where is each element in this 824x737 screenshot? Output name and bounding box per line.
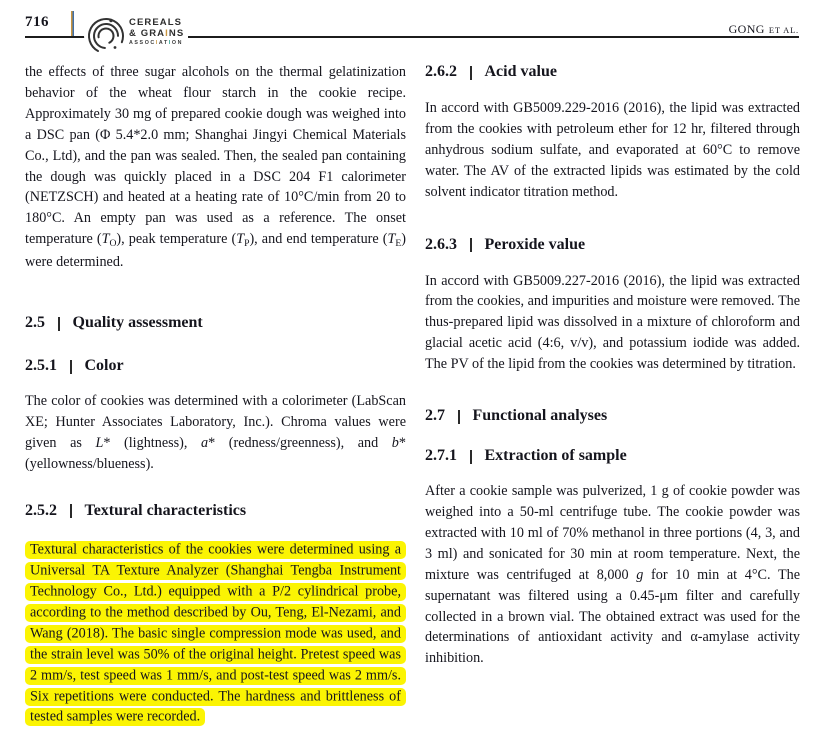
section-heading-2-5-2 xyxy=(25,501,406,521)
section-number: 2.6.2 xyxy=(425,63,457,80)
section-title: Extraction of sample xyxy=(484,447,627,465)
section-number: 2.5.2 xyxy=(25,501,57,519)
section-title: Quality assessment xyxy=(72,314,203,332)
heading-divider xyxy=(470,238,472,252)
right-column xyxy=(425,62,800,728)
section-number: 2.5 xyxy=(25,314,45,332)
running-head-etal: ET AL. xyxy=(768,25,799,35)
paragraph-extraction: After a cookie sample was pulverized, 1 g of cookie powder was weighed into a 50-ml centrifuge tube. The cookie powder was extracted with 10 ml of 70% methanol in three portions (4, 3, and 3 ml) and sonicated for 30 min at room temperature. Next, the mixture was centrifuged at 8,000 g for 10 min at 4°C. The supernatant was filtered using a 0.45-μm filter and carefully collected in a brown vial. The obtained extract was used for the determinations of antioxidant activity and α-amylase activity inhibition. xyxy=(425,483,801,667)
section-title: Color xyxy=(84,357,124,375)
paragraph-dsc-method: the effects of three sugar alcohols on the thermal gelatinization behavior of the wheat flour starch in the cookie recipe. Approximately 30 mg of prepared cookie dough was weighed into a DSC pan (Φ 5.4*2.0 mm; Shanghai Jingyi Chemical Materials Co., Ltd), and the pan was sealed. Then, the sealed pan containing the dough was quickly placed in a DSC 204 F1 calorimeter (NETZSCH) and heated at a heating rate of 10°C/min from 20 to 180°C. An empty pan was used as a reference. The onset temperature (TO), peak temperature (TP), and end temperature (TE) were determined. xyxy=(25,64,406,271)
running-head-author: GONG xyxy=(728,22,765,36)
section-heading-2-7 xyxy=(425,406,800,426)
section-heading-2-6-3 xyxy=(425,235,800,255)
heading-divider xyxy=(70,360,72,374)
two-column-body xyxy=(0,56,824,728)
section-title: Functional analyses xyxy=(472,407,608,425)
left-column xyxy=(25,62,406,728)
logo-line-grains: & GRAINS xyxy=(129,28,185,39)
page-header xyxy=(0,0,824,56)
heading-divider xyxy=(470,66,472,80)
section-title: Acid value xyxy=(484,63,557,80)
section-heading-2-6-2 xyxy=(425,62,800,82)
section-heading-2-5 xyxy=(25,313,406,333)
association-logo xyxy=(84,14,188,58)
heading-divider xyxy=(70,504,72,518)
section-heading-2-5-1 xyxy=(25,356,406,376)
section-number: 2.7 xyxy=(425,407,445,425)
logo-wordmark xyxy=(126,17,188,48)
cereals-grains-logo-icon xyxy=(84,14,128,58)
paragraph-color: The color of cookies was determined with a colorimeter (LabScan XE; Hunter Associates Laboratory, Inc.). Chroma values were given as L* (lightness), a* (redness/greenness), and b* (yellowness/blueness). xyxy=(25,393,406,472)
header-accent-bar xyxy=(71,11,74,36)
paragraph-peroxide-value: In accord with GB5009.227-2016 (2016), the lipid was extracted from the cookies, and impurities and moisture were removed. The thus-prepared lipid was dissolved in a mixture of chloroform and glacial acetic acid (4:6, v/v), and potassium iodide was added. The PV of the lipid from the cookies was determined by titration. xyxy=(425,272,800,373)
section-number: 2.6.3 xyxy=(425,235,457,253)
section-number: 2.5.1 xyxy=(25,357,57,375)
logo-line-cereals: CEREALS xyxy=(129,17,183,28)
page-number: 716 xyxy=(25,14,49,30)
running-head xyxy=(729,20,799,38)
section-title: Textural characteristics xyxy=(84,501,247,519)
section-number: 2.7.1 xyxy=(425,447,457,465)
section-heading-2-7-1 xyxy=(425,446,800,466)
heading-divider xyxy=(58,317,60,331)
heading-divider xyxy=(470,450,472,464)
highlighted-paragraph-textural xyxy=(25,540,406,728)
heading-divider xyxy=(458,410,460,424)
paragraph-acid-value: In accord with GB5009.229-2016 (2016), the lipid was extracted from the cookies with petroleum ether for 12 hr, filtered through anhydrous sodium sulfate, and evaporated at 60°C to remove water. The AV of the extracted lipids was estimated by the cold solvent indicator titration method. xyxy=(425,100,800,200)
section-title: Peroxide value xyxy=(484,235,586,253)
text-highlight: Textural characteristics of the cookies were determined using a Universal TA Texture Analyzer (Shanghai Tengba Instrument Technology Co., Ltd.) equipped with a P/2 cylindrical probe, according to the method described by Ou, Teng, El-Nezami, and Wang (2018). The basic single compression mode was used, and the strain level was 50% of the original height. Pretest speed was 2 mm/s, test speed was 1 mm/s, and post-test speed was 2 mm/s. Six repetitions were conducted. The hardness and brittleness of tested samples were recorded. xyxy=(25,541,406,726)
logo-line-association: ASSOCIATION xyxy=(129,40,184,46)
